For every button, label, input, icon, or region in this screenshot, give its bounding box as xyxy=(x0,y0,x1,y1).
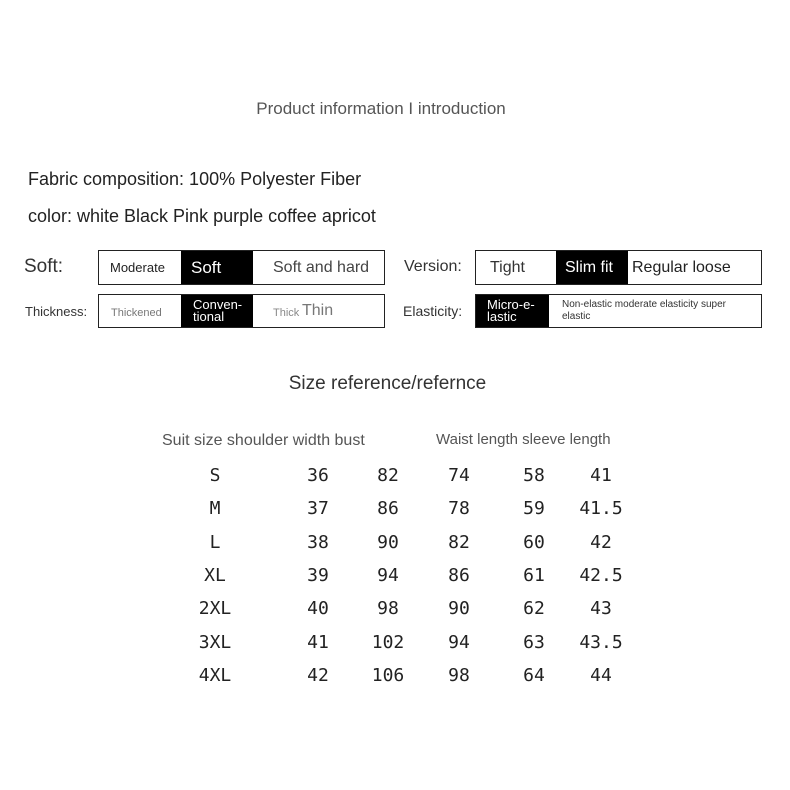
table-cell-shoulder-width: 38 xyxy=(307,531,329,553)
table-cell-shoulder-width: 40 xyxy=(307,598,329,620)
color-options: color: white Black Pink purple coffee apricot xyxy=(28,206,376,226)
table-cell-size: S xyxy=(209,465,221,486)
table-cell-waist: 74 xyxy=(448,465,470,486)
soft-option-soft: Soft xyxy=(181,251,253,284)
table-cell-waist: 86 xyxy=(448,564,470,586)
size-reference-title: Size reference/refernce xyxy=(288,373,487,394)
table-cell-bust: 106 xyxy=(371,664,405,686)
table-cell-waist: 98 xyxy=(448,664,470,686)
soft-label: Soft: xyxy=(24,256,64,277)
thickness-option-thick: Thick xyxy=(273,307,300,319)
fabric-composition: Fabric composition: 100% Polyester Fiber xyxy=(28,169,362,189)
table-cell-shoulder-width: 41 xyxy=(307,631,329,653)
table-cell-sleeve-length: 43.5 xyxy=(579,631,623,653)
soft-option-moderate: Moderate xyxy=(110,260,165,275)
table-cell-bust: 86 xyxy=(377,498,399,520)
table-cell-length: 60 xyxy=(523,531,545,553)
version-label: Version: xyxy=(404,258,462,275)
table-cell-shoulder-width: 36 xyxy=(307,465,329,486)
table-cell-shoulder-width: 39 xyxy=(307,564,329,586)
elasticity-option-others: Non-elastic moderate elasticity super elastic xyxy=(562,299,726,322)
table-cell-size: XL xyxy=(204,564,226,586)
table-cell-sleeve-length: 41 xyxy=(590,465,612,486)
elasticity-scale xyxy=(475,294,762,328)
table-cell-bust: 98 xyxy=(377,598,399,620)
table-cell-waist: 94 xyxy=(448,631,470,653)
size-table-header-right: Waist length sleeve length xyxy=(436,431,611,448)
table-cell-waist: 90 xyxy=(448,598,470,620)
thickness-label: Thickness: xyxy=(25,304,88,319)
thickness-option-thickened: Thickened xyxy=(111,307,162,319)
table-cell-sleeve-length: 41.5 xyxy=(579,498,623,520)
table-cell-sleeve-length: 42 xyxy=(590,531,612,553)
table-cell-sleeve-length: 43 xyxy=(590,598,612,620)
table-cell-length: 63 xyxy=(523,631,545,653)
table-cell-size: 4XL xyxy=(198,664,232,686)
table-cell-sleeve-length: 42.5 xyxy=(579,564,623,586)
thickness-scale xyxy=(98,294,385,328)
table-cell-bust: 90 xyxy=(377,531,399,553)
table-cell-bust: 94 xyxy=(377,564,399,586)
size-table-header-left: Suit size shoulder width bust xyxy=(162,432,365,449)
table-cell-size: L xyxy=(209,531,221,553)
table-cell-waist: 82 xyxy=(448,531,470,553)
version-option-slim-fit: Slim fit xyxy=(556,251,628,284)
soft-option-soft-and-hard: Soft and hard xyxy=(273,258,370,276)
table-cell-size: M xyxy=(209,498,221,520)
table-cell-length: 62 xyxy=(523,598,545,620)
table-cell-shoulder-width: 42 xyxy=(307,664,329,686)
version-option-tight: Tight xyxy=(490,258,525,276)
table-cell-sleeve-length: 44 xyxy=(590,664,612,686)
version-option-regular-loose: Regular loose xyxy=(632,258,731,276)
thickness-option-thin: Thin xyxy=(302,302,334,319)
version-scale xyxy=(475,250,762,285)
table-cell-length: 64 xyxy=(523,664,545,686)
table-cell-bust: 102 xyxy=(371,631,405,653)
table-cell-size: 3XL xyxy=(198,631,232,653)
table-cell-shoulder-width: 37 xyxy=(307,498,329,520)
table-cell-bust: 82 xyxy=(377,465,399,486)
table-cell-size: 2XL xyxy=(198,598,232,620)
elasticity-option-micro-elastic: Micro-e- lastic xyxy=(476,295,549,327)
table-cell-length: 59 xyxy=(523,498,545,520)
soft-scale xyxy=(98,250,385,285)
table-cell-length: 58 xyxy=(523,465,545,486)
thickness-option-conventional: Conven- tional xyxy=(181,295,253,327)
page-title: Product information I introduction xyxy=(256,99,506,118)
elasticity-label: Elasticity: xyxy=(403,303,463,319)
table-cell-length: 61 xyxy=(523,564,545,586)
table-cell-waist: 78 xyxy=(448,498,470,520)
